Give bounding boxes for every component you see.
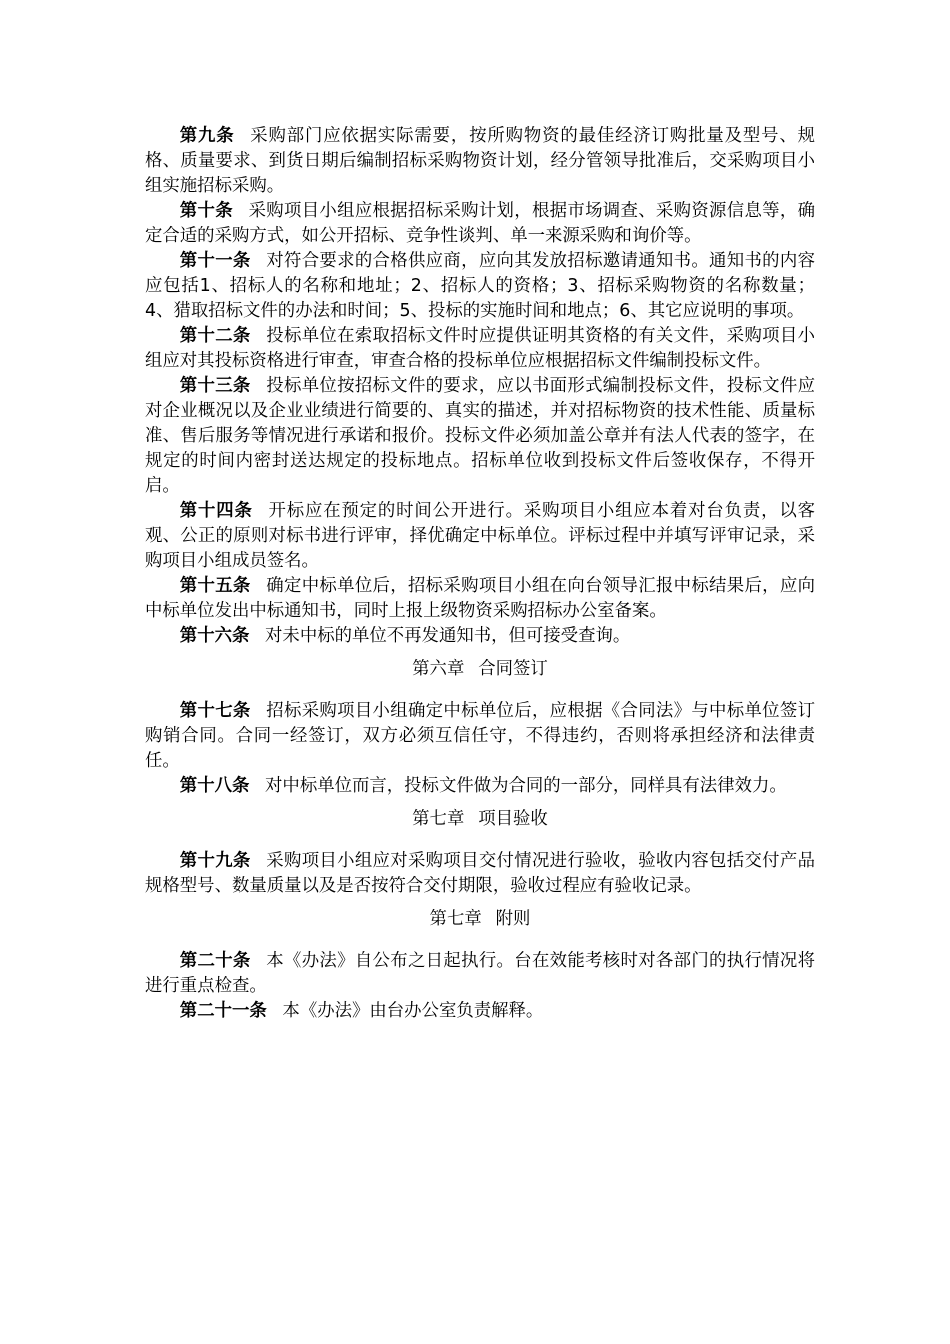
article-11 [145,249,815,324]
article-label: 第十七条 [179,701,251,721]
article-13 [145,374,815,499]
article-12 [145,324,815,374]
article-label: 第二十一条 [179,1001,267,1021]
chapter-heading-supplementary [145,899,815,949]
article-label: 第十四条 [179,501,253,521]
article-19 [145,849,815,899]
article-label: 第九条 [179,126,235,146]
chapter-number: 第七章 [429,909,482,929]
article-21 [145,999,815,1024]
chapter-title: 附则 [495,909,531,929]
article-text: 采购部门应依据实际需要，按所购物资的最佳经济订购批量及型号、规格、质量要求、到货日期后编制招标采购物资计划，经分管领导批准后，交采购项目小组实施招标采购。 [145,126,815,196]
article-text: 招标采购项目小组确定中标单位后，应根据《合同法》与中标单位签订购销合同。合同一经签订，双方必须互信任守，不得违约，否则将承担经济和法律责任。 [145,701,815,771]
article-label: 第十九条 [179,851,251,871]
article-label: 第二十条 [179,951,251,971]
article-text: 本《办法》自公布之日起执行。台在效能考核时对各部门的执行情况将进行重点检查。 [145,951,815,996]
article-label: 第十三条 [179,376,251,396]
article-10 [145,199,815,249]
article-text: 采购项目小组应根据招标采购计划，根据市场调查、采购资源信息等，确定合适的采购方式，如公开招标、竞争性谈判、单一来源采购和询价等。 [145,201,815,246]
article-text: 投标单位按招标文件的要求，应以书面形式编制投标文件，投标文件应对企业概况以及企业业绩进行简要的、真实的描述，并对招标物资的技术性能、质量标准、售后服务等情况进行承诺和报价。投标文件必须加盖公章并有法人代表的签字，在规定的时间内密封送达规定的投标地点。招标单位收到投标文件后签收保存，不得开启。 [145,376,815,496]
chapter-heading-acceptance [145,799,815,849]
article-9 [145,124,815,199]
article-text: 开标应在预定的时间公开进行。采购项目小组应本着对台负责，以客观、公正的原则对标书进行评审，择优确定中标单位。评标过程中并填写评审记录，采购项目小组成员签名。 [145,501,815,571]
article-text: 采购项目小组应对采购项目交付情况进行验收，验收内容包括交付产品规格型号、数量质量以及是否按符合交付期限，验收过程应有验收记录。 [145,851,815,896]
article-17 [145,699,815,774]
article-label: 第十条 [179,201,233,221]
chapter-heading-contract [145,649,815,699]
article-14 [145,499,815,574]
article-text: 本《办法》由台办公室负责解释。 [282,1001,544,1021]
article-text: 投标单位在索取招标文件时应提供证明其资格的有关文件，采购项目小组应对其投标资格进行审查，审查合格的投标单位应根据招标文件编制投标文件。 [145,326,815,371]
article-text: 对中标单位而言，投标文件做为合同的一部分，同样具有法律效力。 [265,776,787,796]
article-label: 第十二条 [179,326,251,346]
article-text: 对符合要求的合格供应商，应向其发放招标邀请通知书。通知书的内容应包括1、招标人的名称和地址；2、招标人的资格；3、招标采购物资的名称数量；4、猎取招标文件的办法和时间；5、投标的实施时间和地点；6、其它应说明的事项。 [145,251,815,321]
article-16 [145,624,815,649]
chapter-title: 项目验收 [478,809,548,829]
chapter-title: 合同签订 [478,659,548,679]
article-18 [145,774,815,799]
article-text: 确定中标单位后，招标采购项目小组在向台领导汇报中标结果后，应向中标单位发出中标通知书，同时上报上级物资采购招标办公室备案。 [145,576,815,621]
chapter-number: 第六章 [412,659,465,679]
article-15 [145,574,815,624]
article-label: 第十五条 [179,576,251,596]
chapter-number: 第七章 [412,809,465,829]
article-label: 第十六条 [179,626,250,646]
article-20 [145,949,815,999]
article-label: 第十一条 [179,251,251,271]
article-text: 对未中标的单位不再发通知书，但可接受查询。 [265,626,631,646]
document-page [145,124,815,1024]
article-label: 第十八条 [179,776,250,796]
